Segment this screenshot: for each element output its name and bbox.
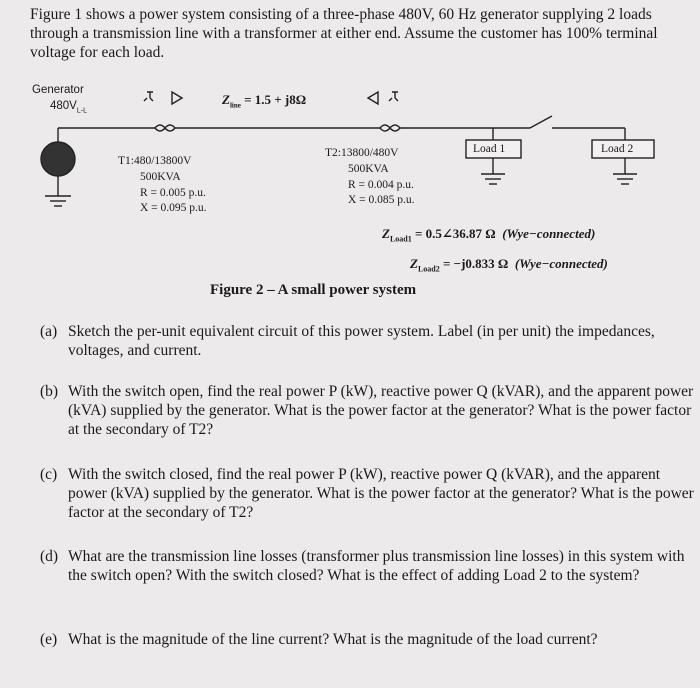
question-e xyxy=(40,630,698,649)
question-c xyxy=(40,465,698,522)
switch-symbol xyxy=(530,116,552,128)
question-c-tag: (c) xyxy=(40,466,58,483)
question-c-text: With the switch closed, find the real power P (kW), reactive power Q (kVAR), and the apparent power (kVA) supplied by the generator. What is the power factor at the generator? What is the power factor at the secondary of T2? xyxy=(68,466,694,521)
t1-resistance: R = 0.005 p.u. xyxy=(140,187,206,199)
zload2-label xyxy=(410,256,608,274)
generator-voltage-sub: L-L xyxy=(76,107,87,115)
figure-caption: Figure 2 – A small power system xyxy=(210,282,417,298)
question-a-text: Sketch the per-unit equivalent circuit of this power system. Label (in per unit) the impedances, voltages, and current. xyxy=(68,323,655,359)
zload2-sub: Load2 xyxy=(417,264,440,274)
t1-winding-marks xyxy=(144,92,182,104)
zload1-note: (Wye−connected) xyxy=(502,226,596,241)
question-d xyxy=(40,547,698,585)
zload2-value: = −j0.833 Ω xyxy=(439,256,509,271)
question-a xyxy=(40,322,698,360)
zload1-value: = 0.5∠36.87 Ω xyxy=(411,226,496,241)
zload1-label xyxy=(382,226,595,244)
power-system-diagram xyxy=(0,78,700,308)
line-impedance-prefix: Z xyxy=(222,92,230,107)
t1-name: T1:480/13800V xyxy=(118,155,192,167)
question-d-text: What are the transmission line losses (transformer plus transmission line losses) in this system with the switch open? With the switch closed? What is the effect of adding Load 2 to the system? xyxy=(68,548,685,584)
generator-voltage: 480V xyxy=(50,100,77,112)
generator-voltage-label xyxy=(50,99,87,118)
t2-transformer-symbol xyxy=(380,125,400,131)
t1-reactance: X = 0.095 p.u. xyxy=(140,202,207,214)
generator-label: Generator xyxy=(32,84,84,96)
generator-symbol xyxy=(41,142,75,176)
intro-paragraph: Figure 1 shows a power system consisting of a three-phase 480V, 60 Hz generator supplying 2 loads through a transmission line with a transformer at either end. Assume the customer has 100% terminal voltage for each load. xyxy=(30,6,658,61)
line-impedance-sub: line xyxy=(229,101,241,110)
t2-reactance: X = 0.085 p.u. xyxy=(348,194,415,206)
zload2-prefix: Z xyxy=(410,256,418,271)
load2-label: Load 2 xyxy=(601,143,634,155)
question-b xyxy=(40,382,698,439)
t2-resistance: R = 0.004 p.u. xyxy=(348,179,414,191)
line-impedance-value: = 1.5 + j8Ω xyxy=(240,92,307,107)
t2-rating: 500KVA xyxy=(348,163,389,175)
question-a-tag: (a) xyxy=(40,323,58,340)
zload1-sub: Load1 xyxy=(389,234,412,244)
question-b-text: With the switch open, find the real power P (kW), reactive power Q (kVAR), and the apparent power (kVA) supplied by the generator. What is the power factor at the generator? What is the power factor at the secondary of T2? xyxy=(68,383,694,438)
question-e-text: What is the magnitude of the line current? What is the magnitude of the load current? xyxy=(68,631,598,648)
load1-label: Load 1 xyxy=(473,143,506,155)
t1-rating: 500KVA xyxy=(140,171,181,183)
question-e-tag: (e) xyxy=(40,631,58,648)
t1-transformer-symbol xyxy=(155,125,175,131)
zload2-note: (Wye−connected) xyxy=(514,256,608,271)
t2-name: T2:13800/480V xyxy=(325,147,399,159)
question-b-tag: (b) xyxy=(40,383,59,400)
zload1-prefix: Z xyxy=(382,226,390,241)
t2-winding-marks xyxy=(368,92,398,104)
question-d-tag: (d) xyxy=(40,548,59,565)
line-impedance-label xyxy=(222,93,306,113)
